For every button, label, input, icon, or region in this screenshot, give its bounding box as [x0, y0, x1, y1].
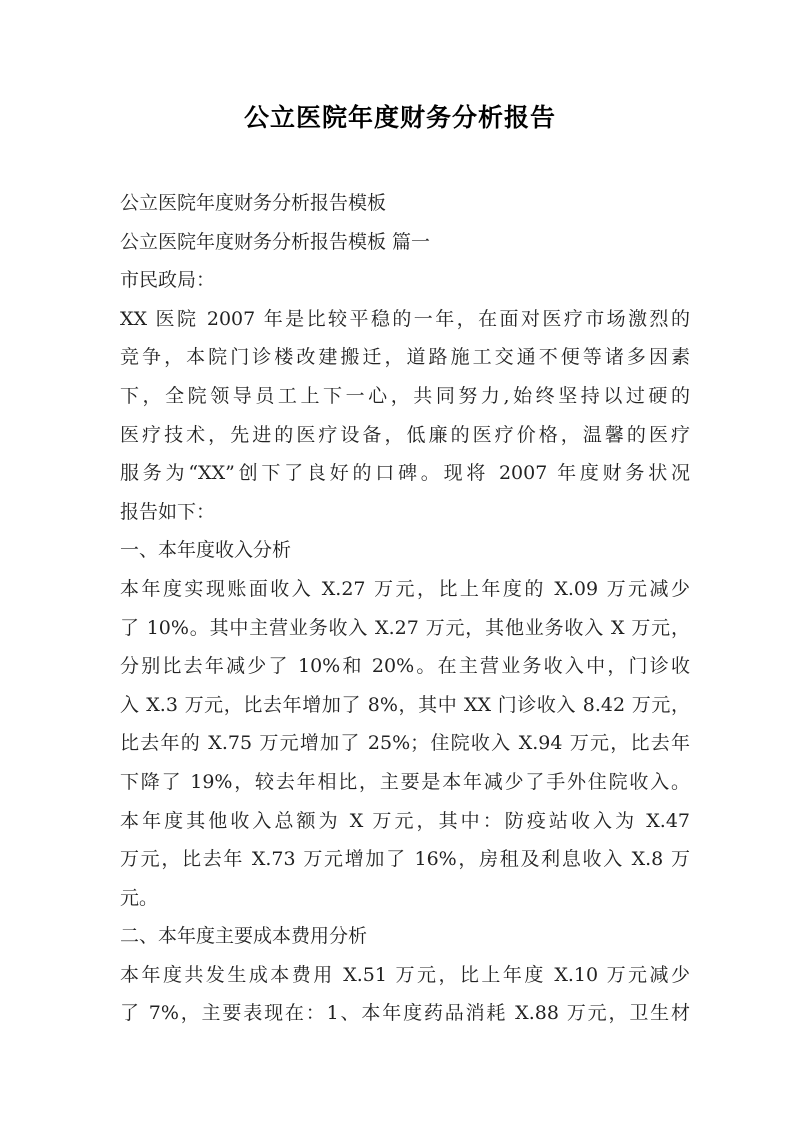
body-line: 下降了 19%，较去年相比，主要是本年减少了手外住院收入。	[120, 770, 690, 793]
body-line: 医疗技术，先进的医疗设备，低廉的医疗价格，温馨的医疗	[120, 423, 690, 446]
body-line: 公立医院年度财务分析报告模板 篇一	[120, 230, 431, 253]
body-line: 分别比去年减少了 10%和 20%。在主营业务收入中，门诊收	[120, 655, 690, 678]
body-line: 本年度其他收入总额为 X 万元，其中：防疫站收入为 X.47	[120, 809, 690, 832]
body-line: 比去年的 X.75 万元增加了 25%；住院收入 X.94 万元，比去年	[120, 732, 690, 755]
body-line: 服务为“XX”创下了良好的口碑。现将 2007 年度财务状况	[120, 462, 690, 485]
body-line: 下，全院领导员工上下一心，共同努力,始终坚持以过硬的	[120, 384, 690, 407]
body-line: 入 X.3 万元，比去年增加了 8%，其中 XX 门诊收入 8.42 万元，	[120, 693, 690, 716]
document-title: 公立医院年度财务分析报告	[243, 103, 556, 132]
body-line: 本年度共发生成本费用 X.51 万元，比上年度 X.10 万元减少	[120, 963, 690, 986]
body-line: 报告如下：	[120, 500, 216, 523]
body-line: 二、本年度主要成本费用分析	[120, 925, 368, 948]
body-line: 了 10%。其中主营业务收入 X.27 万元，其他业务收入 X 万元，	[120, 616, 690, 639]
body-line: 一、本年度收入分析	[120, 539, 292, 562]
body-line: 元。	[120, 886, 159, 909]
body-line: 万元，比去年 X.73 万元增加了 16%，房租及利息收入 X.8 万	[120, 848, 690, 871]
body-line: XX 医院 2007 年是比较平稳的一年，在面对医疗市场激烈的	[120, 307, 690, 330]
document-body	[120, 184, 690, 1033]
body-line: 公立医院年度财务分析报告模板	[120, 192, 387, 214]
body-line: 本年度实现账面收入 X.27 万元，比上年度的 X.09 万元减少	[120, 577, 690, 600]
body-line: 竞争，本院门诊楼改建搬迁，道路施工交通不便等诸多因素	[120, 346, 690, 369]
body-line: 市民政局：	[120, 269, 216, 292]
body-line: 了 7%，主要表现在：1、本年度药品消耗 X.88 万元，卫生材	[120, 1002, 690, 1025]
